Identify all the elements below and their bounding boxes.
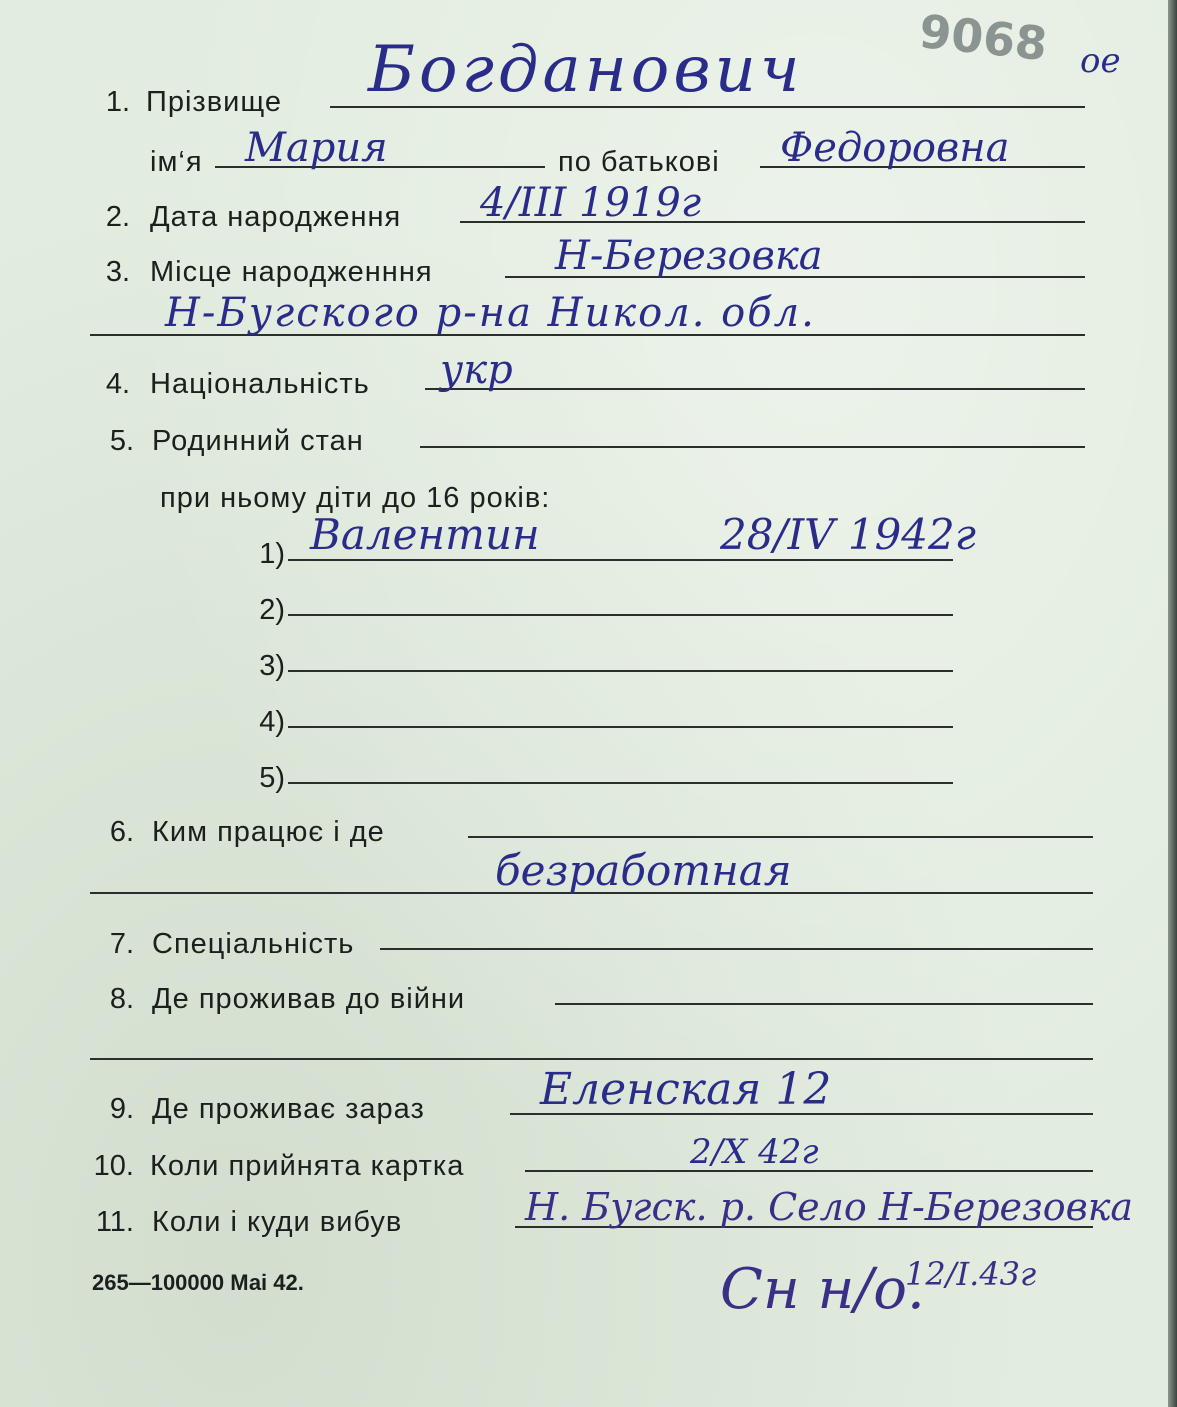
surname-value: Богданович: [368, 33, 804, 107]
patronymic-label: по батькові: [558, 146, 720, 178]
child-line: [288, 782, 953, 784]
patronymic-value: Федоровна: [780, 125, 1010, 171]
print-code: 265—100000 Маі 42.: [92, 1270, 304, 1295]
work-line: [468, 836, 1093, 838]
prewar-residence-line: [555, 1003, 1093, 1005]
card-accepted-label: Коли прийнята картка: [150, 1150, 465, 1182]
archive-number: 9068: [916, 4, 1050, 72]
surname-label: Прізвище: [146, 86, 282, 118]
work-label: Ким працює і де: [152, 816, 385, 848]
field-number: 1.: [105, 86, 130, 118]
field-number: 3.: [105, 256, 130, 288]
child-line: [288, 614, 953, 616]
field-number: 9.: [109, 1093, 134, 1125]
child-number: 4): [259, 706, 285, 738]
child-number: 3): [259, 650, 285, 682]
marital-status-line: [420, 446, 1085, 448]
birth-date-value: 4/III 1919г: [480, 180, 702, 226]
child-birth-date: 28/IV 1942г: [720, 510, 976, 559]
surname-suffix: ое: [1080, 41, 1121, 81]
birth-place-label: Місце народженння: [150, 256, 433, 288]
field-number: 10.: [93, 1150, 134, 1182]
field-number: 5.: [109, 425, 134, 457]
field-number: 2.: [105, 201, 130, 233]
name-label: ім‘я: [150, 146, 203, 178]
departure-value: Н. Бугск. р. Село Н-Березовка: [525, 1185, 1134, 1229]
signature: Сн н/о.: [720, 1257, 925, 1322]
signature-date: 12/I.43г: [905, 1255, 1037, 1293]
birth-place-value-2: Н-Бугского р-на Никол. обл.: [165, 290, 816, 336]
child-number: 5): [259, 762, 285, 794]
nationality-label: Національність: [150, 368, 370, 400]
birth-date-label: Дата народження: [150, 201, 402, 233]
child-line: [288, 726, 953, 728]
children-label: при ньому діти до 16 років:: [160, 482, 551, 514]
name-value: Мария: [245, 125, 388, 171]
birth-place-value: Н-Березовка: [555, 233, 823, 279]
card-accepted-value: 2/X 42г: [690, 1132, 819, 1172]
field-number: 4.: [105, 368, 130, 400]
departure-label: Коли і куди вибув: [152, 1206, 403, 1238]
nationality-line: [425, 388, 1085, 390]
field-number: 7.: [109, 928, 134, 960]
current-residence-label: Де проживає зараз: [152, 1093, 425, 1125]
child-name: Валентин: [310, 510, 540, 559]
prewar-residence-line-2: [90, 1058, 1093, 1060]
work-value: безработная: [495, 846, 792, 895]
prewar-residence-label: Де проживав до війни: [152, 983, 466, 1015]
field-number: 6.: [109, 816, 134, 848]
marital-status-label: Родинний стан: [152, 425, 364, 457]
specialty-line: [380, 948, 1093, 950]
current-residence-value: Еленская 12: [540, 1064, 832, 1115]
nationality-value: укр: [440, 347, 513, 393]
field-number: 8.: [109, 983, 134, 1015]
child-number: 1): [259, 538, 285, 570]
field-number: 11.: [95, 1206, 134, 1238]
card-edge: [1168, 0, 1177, 1407]
child-line: [288, 670, 953, 672]
child-number: 2): [259, 594, 285, 626]
specialty-label: Спеціальність: [152, 928, 355, 960]
child-line: [288, 559, 953, 561]
